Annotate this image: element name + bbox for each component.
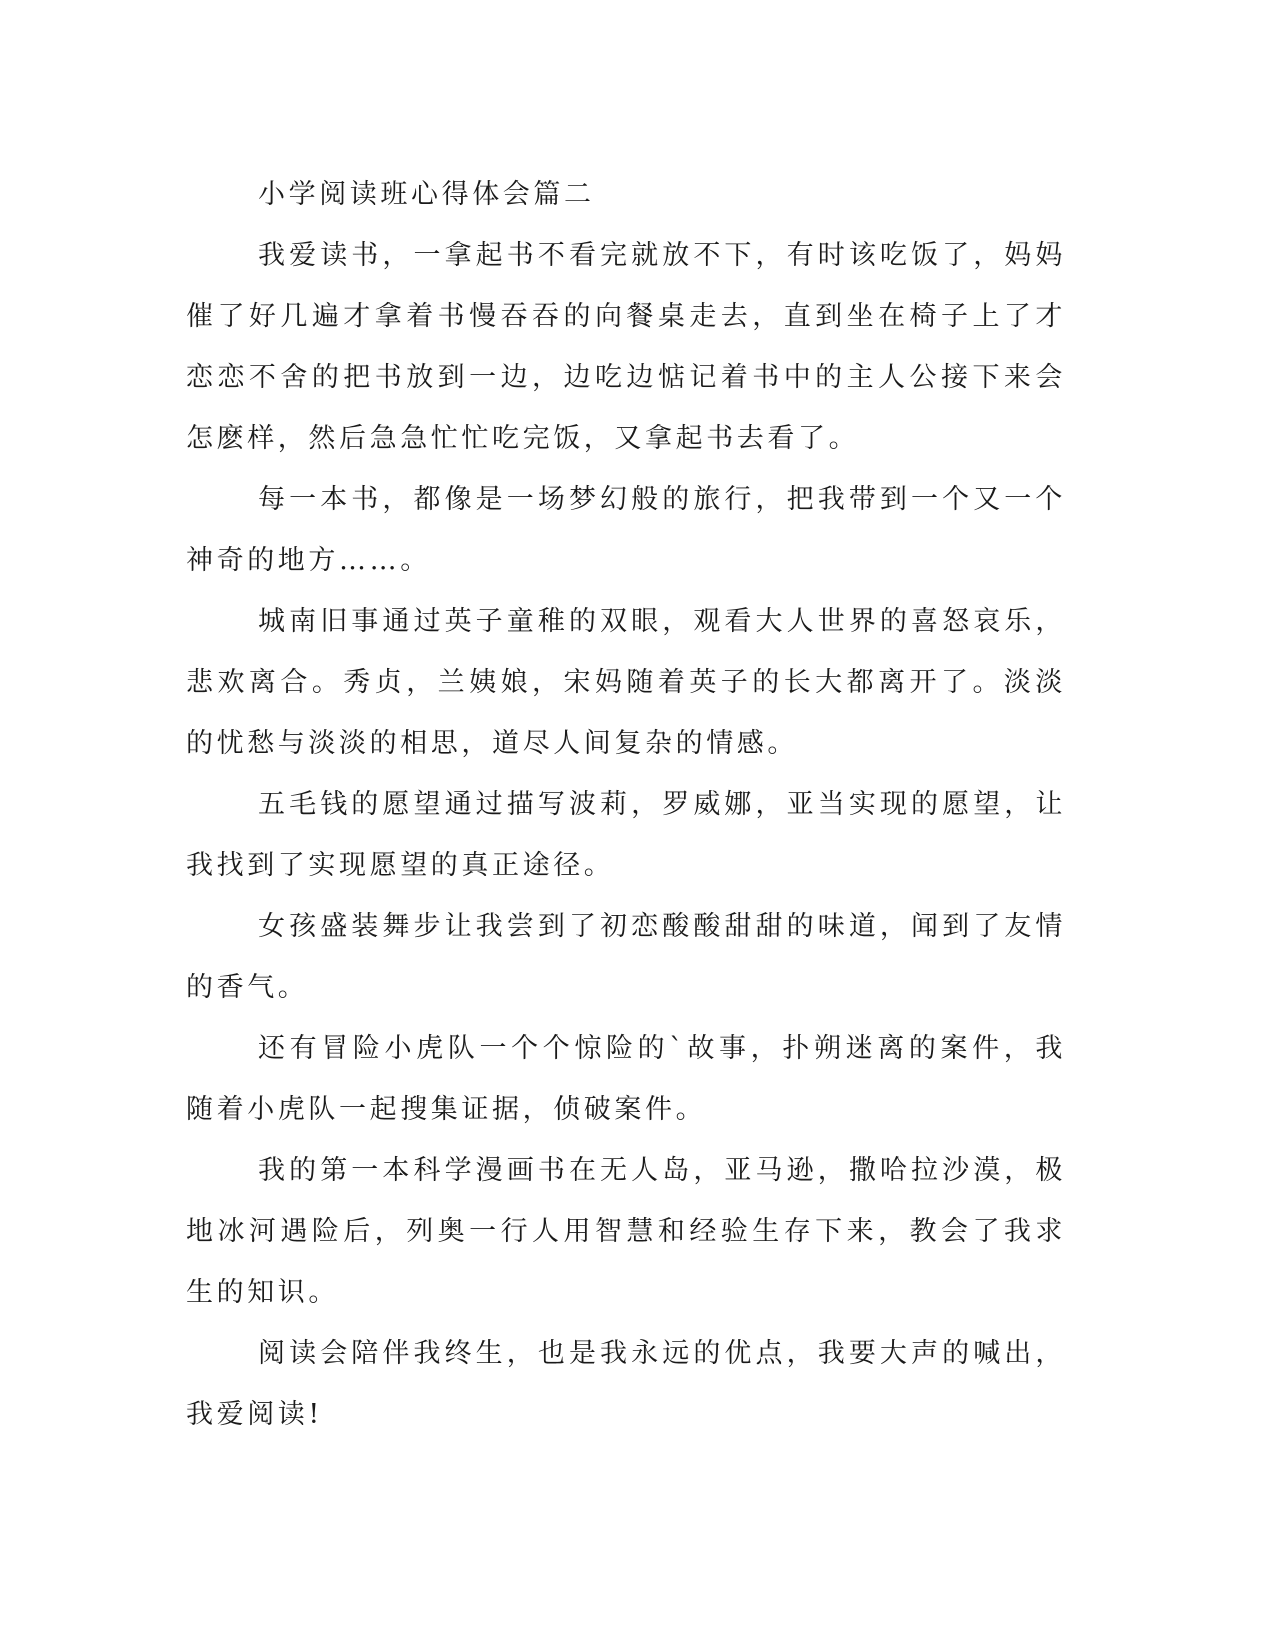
paragraph: 我的第一本科学漫画书在无人岛，亚马逊，撒哈拉沙漠，极地冰河遇险后，列奥一行人用智慧和经验生存下来，教会了我求生的知识。 xyxy=(186,1155,1066,1308)
document-title: 小学阅读班心得体会篇二 xyxy=(258,179,595,210)
paragraph: 每一本书，都像是一场梦幻般的旅行，把我带到一个又一个神奇的地方……。 xyxy=(186,484,1066,576)
document-body xyxy=(186,164,1066,1445)
paragraph: 城南旧事通过英子童稚的双眼，观看大人世界的喜怒哀乐，悲欢离合。秀贞，兰姨娘，宋妈随着英子的长大都离开了。淡淡的忧愁与淡淡的相思，道尽人间复杂的情感。 xyxy=(186,606,1066,759)
paragraph: 五毛钱的愿望通过描写波莉，罗威娜，亚当实现的愿望，让我找到了实现愿望的真正途径。 xyxy=(186,789,1066,881)
paragraph: 还有冒险小虎队一个个惊险的`故事，扑朔迷离的案件，我随着小虎队一起搜集证据，侦破案件。 xyxy=(186,1033,1066,1125)
paragraph: 阅读会陪伴我终生，也是我永远的优点，我要大声的喊出，我爱阅读! xyxy=(186,1338,1066,1430)
paragraph: 女孩盛装舞步让我尝到了初恋酸酸甜甜的味道，闻到了友情的香气。 xyxy=(186,911,1066,1003)
paragraph: 我爱读书，一拿起书不看完就放不下，有时该吃饭了，妈妈催了好几遍才拿着书慢吞吞的向餐桌走去，直到坐在椅子上了才恋恋不舍的把书放到一边，边吃边惦记着书中的主人公接下来会怎麽样，然后急急忙忙吃完饭，又拿起书去看了。 xyxy=(186,240,1066,454)
